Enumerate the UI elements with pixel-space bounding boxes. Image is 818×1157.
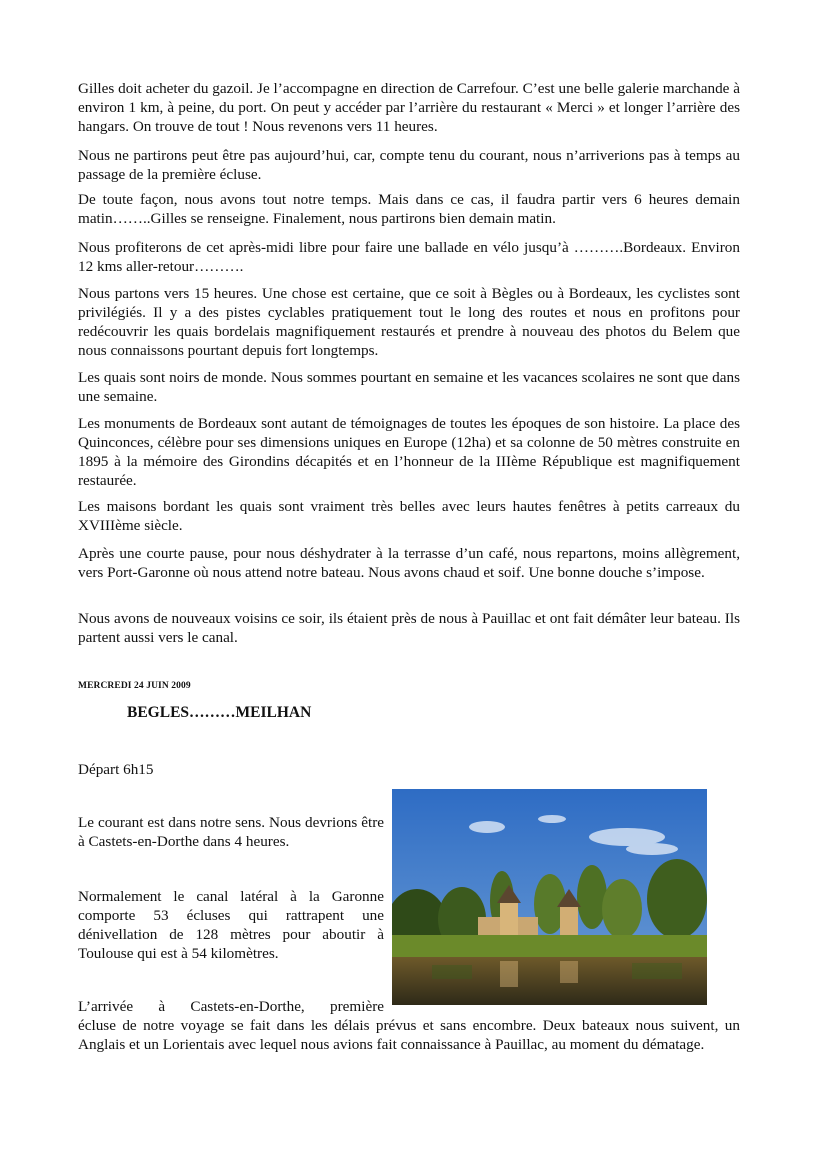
paragraph-pause: Après une courte pause, pour nous déshydrater à la terrasse d’un café, nous repartons, moins allègrement, vers Port-Garonne où nous attend notre bateau. Nous avons chaud et soif. Une bonne douche s’impose. <box>78 545 740 581</box>
entry-date: MERCREDI 24 JUIN 2009 <box>78 681 191 691</box>
photo-illustration <box>392 789 707 1005</box>
riverbank <box>392 935 707 959</box>
paragraph-velo: Nous profiterons de cet après-midi libre pour faire une ballade en vélo jusqu’à ……….Bordeaux. Environ 12 kms aller-retour………. <box>78 239 740 275</box>
paragraph-depart-report: Nous ne partirons peut être pas aujourd’hui, car, compte tenu du courant, nous n’arriverions pas à temps au passage de la première écluse. <box>78 147 740 183</box>
paragraph-arrivee-rest: écluse de notre voyage se fait dans les délais prévus et sans encombre. Deux bateaux nous suivent, un Anglais et un Lorientais avec lequel nous avions fait connaissance à Pauillac, au moment du dématage. <box>78 1017 740 1053</box>
paragraph-pistes-cyclables: Nous partons vers 15 heures. Une chose est certaine, que ce soit à Bègles ou à Bordeaux, les cyclistes sont privilégiés. Il y a des pistes cyclables pratiquement tout le long des routes et nous en profitons pour redécouvrir les quais bordelais magnifiquement restaurés et prendre à nouveau des photos du Belem que nous connaissons pourtant depuis fort longtemps. <box>78 285 740 359</box>
paragraph-maisons: Les maisons bordant les quais sont vraiment très belles avec leurs hautes fenêtres à petits carreaux du XVIIIème siècle. <box>78 498 740 534</box>
paragraph-voisins: Nous avons de nouveaux voisins ce soir, ils étaient près de nous à Pauillac et ont fait démâter leur bateau. Ils partent aussi vers le canal. <box>78 610 740 646</box>
departure-time: Départ 6h15 <box>78 761 154 778</box>
castle-by-canal-photo <box>392 789 707 1005</box>
paragraph-quais: Les quais sont noirs de monde. Nous sommes pourtant en semaine et les vacances scolaires ne sont que dans une semaine. <box>78 369 740 405</box>
paragraph-canal: Normalement le canal latéral à la Garonne comporte 53 écluses qui rattrapent une dénivellation de 128 mètres pour aboutir à Toulouse qui est à 54 kilomètres. <box>78 888 384 962</box>
route-title: BEGLES………MEILHAN <box>127 704 312 721</box>
paragraph-monuments: Les monuments de Bordeaux sont autant de témoignages de toutes les époques de son histoire. La place des Quinconces, célèbre pour ses dimensions uniques en Europe (12ha) et sa colonne de 50 mètres construite en 1895 à la mémoire des Girondins décapités et en l’honneur de la IIIème République est magnifiquement restaurée. <box>78 415 740 489</box>
paragraph-temps: De toute façon, nous avons tout notre temps. Mais dans ce cas, il faudra partir vers 6 heures demain matin……..Gilles se renseigne. Finalement, nous partirons bien demain matin. <box>78 191 740 227</box>
paragraph-carrefour: Gilles doit acheter du gazoil. Je l’accompagne en direction de Carrefour. C’est une belle galerie marchande à environ 1 km, à peine, du port. On peut y accéder par l’arrière du restaurant « Merci » et longer l’arrière des hangars. On trouve de tout ! Nous revenons vers 11 heures. <box>78 80 740 135</box>
paragraph-courant: Le courant est dans notre sens. Nous devrions être à Castets-en-Dorthe dans 4 heures. <box>78 814 384 850</box>
paragraph-arrivee-start: L’arrivée à Castets-en-Dorthe, première <box>78 998 384 1015</box>
